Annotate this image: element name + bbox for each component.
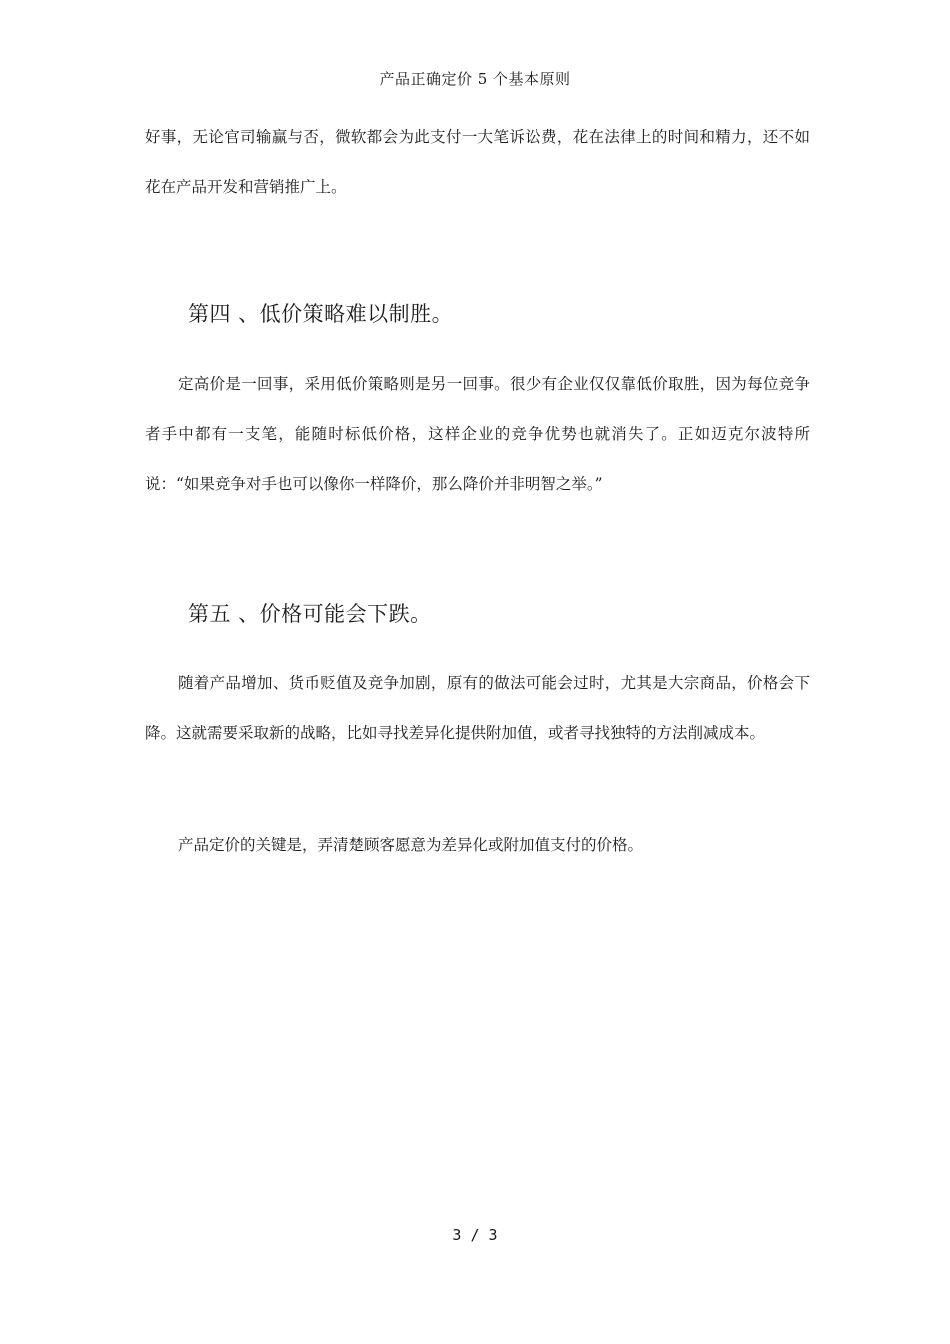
conclusion-paragraph: 产品定价的关键是，弄清楚顾客愿意为差异化或附加值支付的价格。 [178,836,644,854]
section-5-heading: 第五 、价格可能会下跌。 [188,602,432,626]
section-5-paragraph: 随着产品增加、货币贬值及竞争加剧，原有的做法可能会过时，尤其是大宗商品，价格会下降。这就需要采取新的战略，比如寻找差异化提供附加值，或者寻找独特的方法削减成本。 [145,674,810,742]
section-4-heading: 第四 、低价策略难以制胜。 [188,302,454,326]
page-number: 3 / 3 [452,1226,498,1244]
section-4-paragraph: 定高价是一回事，采用低价策略则是另一回事。很少有企业仅仅靠低价取胜，因为每位竞争者手中都有一支笔，能随时标低价格，这样企业的竞争优势也就消失了。正如迈克尔波特所说：“如果竞争对手也可以像你一样降价，那么降价并非明智之举。” [145,375,810,493]
continuation-paragraph: 好事，无论官司输赢与否，微软都会为此支付一大笔诉讼费，花在法律上的时间和精力，还不如花在产品开发和营销推广上。 [145,128,810,196]
page-header-title: 产品正确定价 5 个基本原则 [379,70,571,88]
